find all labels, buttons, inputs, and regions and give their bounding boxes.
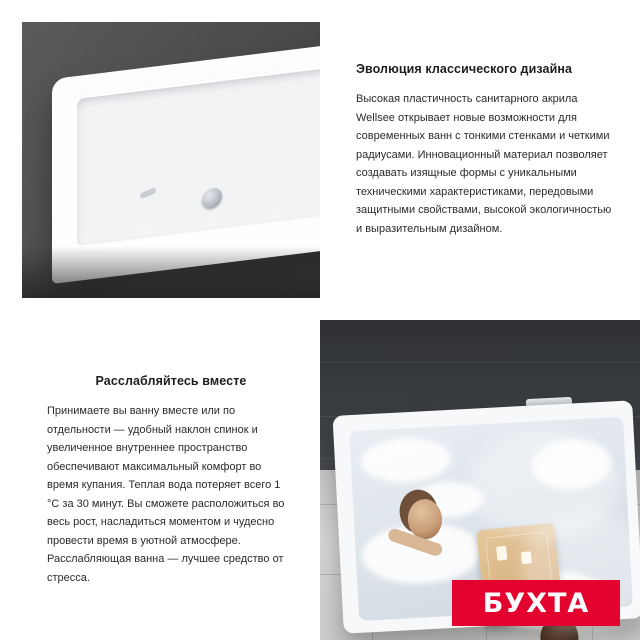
watermark-text: БУХТА [482, 587, 590, 619]
candle-icon [496, 546, 507, 561]
top-heading: Эволюция классического дизайна [356, 62, 573, 76]
bathtub-product-photo [22, 22, 320, 298]
bottom-body-text: Принимаете вы ванну вместе или по отдельности — удобный наклон спинок и увеличенное внутреннее пространство обеспечивают максимальный комфорт во время купания. Теплая вода потеряет всего 1 °C за 30 минут. Вы сможете расположиться во весь рост, насладиться моментом и чудесно провести время в уютной атмосфере. Расслабляющая ванна — лучшее средство от стресса. [47, 405, 285, 584]
watermark-badge [452, 580, 620, 626]
bottom-heading: Расслабляйтесь вместе [95, 374, 247, 388]
top-body-text: Высокая пластичность санитарного акрила Wellsee открывает новые возможности для современных ванн с тонкими стенками и четкими радиусами. Инновационный материал позволяет создавать изящные формы с уникальными техническими характеристиками, передовыми защитными свойствами, высокой экологичностью и выразительным дизайном. [356, 93, 612, 235]
bottom-text-column [47, 374, 295, 587]
bathtub-rim [74, 63, 320, 253]
photo-floor-shadow [22, 246, 320, 298]
top-text-column [356, 62, 618, 238]
